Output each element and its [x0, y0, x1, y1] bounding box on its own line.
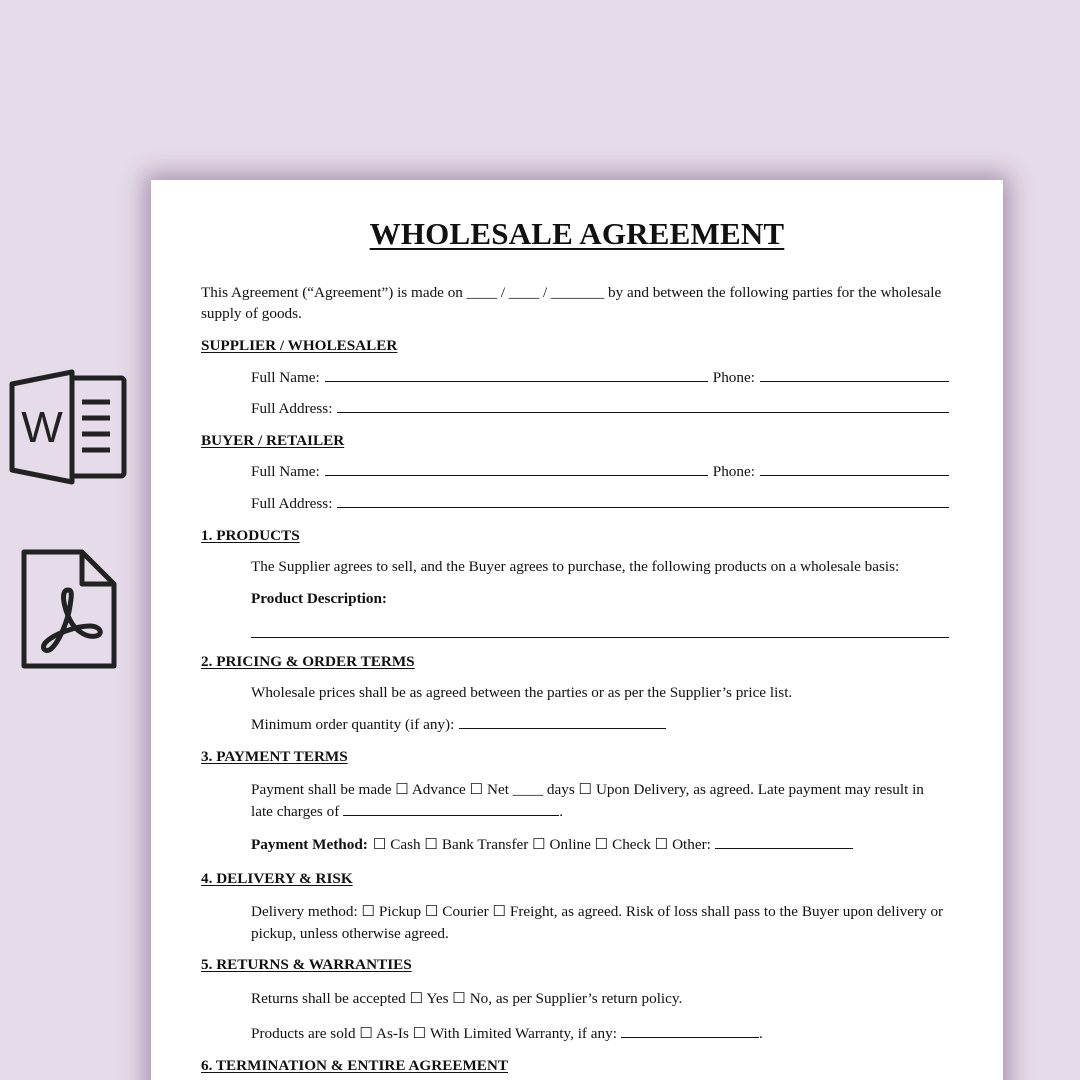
returns-heading: 5. RETURNS & WARRANTIES [201, 956, 412, 973]
supplier-full-address-label: Full Address: [251, 400, 333, 417]
payment-method-label: Payment Method: [251, 836, 368, 853]
intro-line-1: This Agreement (“Agreement”) is made on ____ / ____ / _______ by and between the following parties for the wholesale [201, 284, 942, 301]
supplier-phone-label: Phone: [712, 369, 755, 386]
buyer-full-address-label: Full Address: [251, 495, 333, 512]
min-order-label: Minimum order quantity (if any): [251, 716, 455, 733]
delivery-heading: 4. DELIVERY & RISK [201, 870, 353, 887]
delivery-line-2: pickup, unless otherwise agreed. [251, 925, 449, 942]
late-charges-field[interactable] [343, 801, 559, 816]
supplier-full-name-label: Full Name: [251, 369, 320, 386]
pricing-text: Wholesale prices shall be as agreed between the parties or as per the Supplier’s price list. [251, 684, 793, 701]
payment-method-row [251, 834, 949, 855]
warranty-label: Products are sold ☐ As-Is ☐ With Limited Warranty, if any: [251, 1025, 617, 1042]
payment-line-2 [251, 801, 949, 822]
product-description-label: Product Description: [251, 590, 387, 607]
supplier-name-row [251, 367, 949, 388]
supplier-full-address-field[interactable] [337, 398, 949, 413]
intro-line-2: supply of goods. [201, 305, 302, 322]
buyer-heading: BUYER / RETAILER [201, 432, 345, 449]
buyer-full-name-label: Full Name: [251, 463, 320, 480]
buyer-full-address-field[interactable] [337, 493, 949, 508]
payment-other-field[interactable] [715, 834, 853, 849]
word-file-icon [6, 368, 130, 488]
payment-line-1: Payment shall be made ☐ Advance ☐ Net ____ days ☐ Upon Delivery, as agreed. Late payment may result in [251, 781, 924, 798]
warranty-field[interactable] [621, 1023, 759, 1038]
min-order-row [251, 714, 949, 735]
pricing-heading: 2. PRICING & ORDER TERMS [201, 653, 415, 670]
payment-heading: 3. PAYMENT TERMS [201, 748, 348, 765]
supplier-phone-field[interactable] [760, 367, 949, 382]
termination-heading: 6. TERMINATION & ENTIRE AGREEMENT [201, 1057, 509, 1074]
returns-line-2 [251, 1023, 949, 1044]
products-text: The Supplier agrees to sell, and the Buyer agrees to purchase, the following products on a wholesale basis: [251, 558, 900, 575]
svg-text:W: W [21, 403, 63, 452]
delivery-line-1: Delivery method: ☐ Pickup ☐ Courier ☐ Freight, as agreed. Risk of loss shall pass to the Buyer upon delivery or [251, 903, 944, 920]
returns-line-1: Returns shall be accepted ☐ Yes ☐ No, as per Supplier’s return policy. [251, 990, 683, 1007]
supplier-full-name-field[interactable] [325, 367, 708, 382]
buyer-full-name-field[interactable] [325, 461, 708, 476]
supplier-address-row [251, 398, 949, 419]
product-description-field[interactable] [251, 618, 949, 638]
buyer-phone-field[interactable] [760, 461, 949, 476]
products-heading: 1. PRODUCTS [201, 527, 300, 544]
buyer-name-row [251, 461, 949, 482]
late-charges-period: . [559, 803, 564, 820]
warranty-period: . [758, 1025, 763, 1042]
late-charges-label: late charges of [251, 803, 340, 820]
min-order-field[interactable] [459, 714, 666, 729]
buyer-phone-label: Phone: [712, 463, 755, 480]
document-page [151, 180, 1003, 1080]
pdf-file-icon [20, 548, 118, 670]
supplier-heading: SUPPLIER / WHOLESALER [201, 337, 398, 354]
payment-method-options: ☐ Cash ☐ Bank Transfer ☐ Online ☐ Check ☐ Other: [372, 836, 711, 853]
document-title: WHOLESALE AGREEMENT [369, 216, 785, 251]
buyer-address-row [251, 493, 949, 514]
